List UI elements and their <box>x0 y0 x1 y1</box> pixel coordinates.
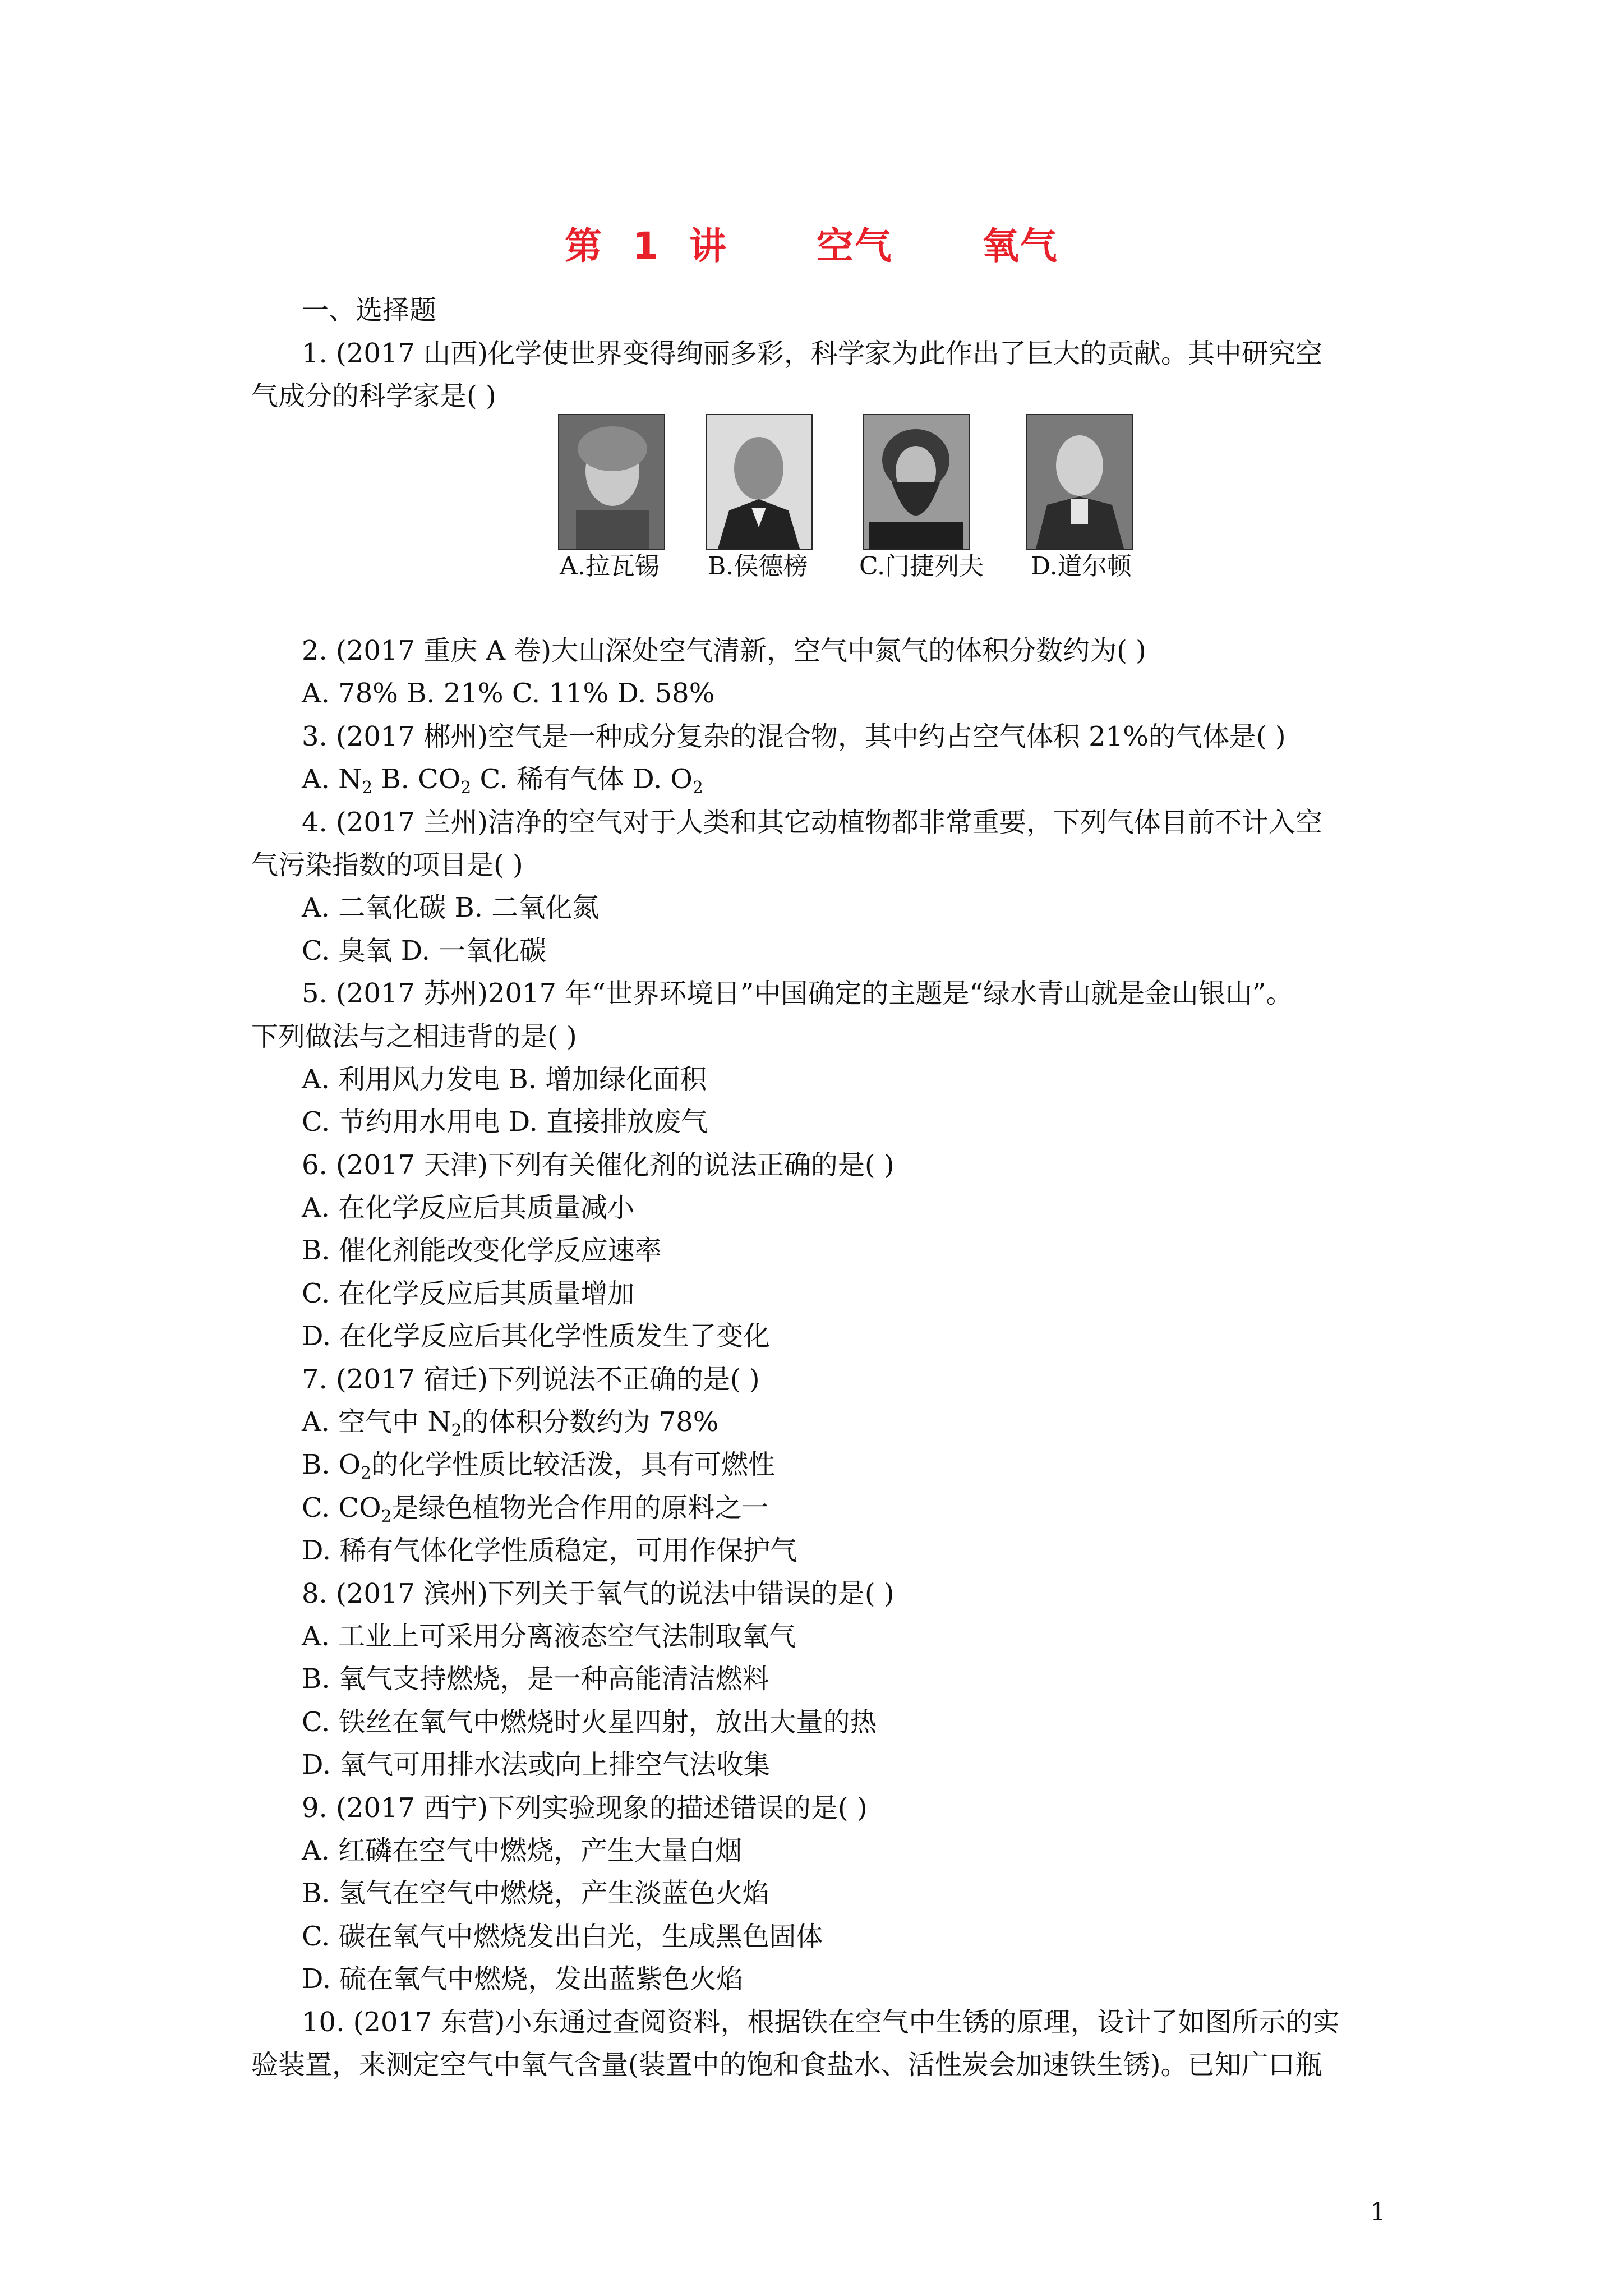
question-9-option-b: B. 氢气在空气中燃烧，产生淡蓝色火焰 <box>302 1878 769 1909</box>
question-7-option-b: B. $O_2$的化学性质比较活泼，具有可燃性 <box>302 1449 776 1483</box>
portrait-caption-b: B.侯德榜 <box>708 552 808 581</box>
portrait-image-d <box>1026 414 1133 550</box>
question-3-stem: 3. (2017 郴州)空气是一种成分复杂的混合物，其中约占空气体积 21%的气体是( ) <box>302 721 1286 752</box>
portrait-caption-a: A.拉瓦锡 <box>560 552 660 581</box>
question-8-stem: 8. (2017 滨州)下列关于氧气的说法中错误的是( ) <box>302 1578 895 1609</box>
question-7-option-d: D. 稀有气体化学性质稳定，可用作保护气 <box>302 1535 797 1566</box>
question-9-option-a: A. 红磷在空气中燃烧，产生大量白烟 <box>302 1835 743 1866</box>
question-8-option-a: A. 工业上可采用分离液态空气法制取氧气 <box>302 1621 796 1652</box>
question-7-option-a: A. 空气中 $N_2$的体积分数约为 78% <box>302 1406 719 1441</box>
question-4-options-cd: C. 臭氧 D. 一氧化碳 <box>302 935 547 967</box>
portrait-image-b <box>706 414 813 550</box>
question-5-stem-cont: 下列做法与之相违背的是( ) <box>251 1021 577 1052</box>
question-8-option-d: D. 氧气可用排水法或向上排空气法收集 <box>302 1749 771 1780</box>
question-6-option-b: B. 催化剂能改变化学反应速率 <box>302 1235 662 1266</box>
portrait-image-a <box>558 414 665 550</box>
question-6-stem: 6. (2017 天津)下列有关催化剂的说法正确的是( ) <box>302 1149 895 1181</box>
page-title: 第 1 讲 空气 氧气 <box>565 224 1058 268</box>
question-5-stem: 5. (2017 苏州)2017 年“世界环境日”中国确定的主题是“绿水青山就是金山银山”。 <box>302 978 1293 1009</box>
question-4-stem-cont: 气污染指数的项目是( ) <box>251 849 523 881</box>
question-8-option-b: B. 氧气支持燃烧，是一种高能清洁燃料 <box>302 1663 769 1695</box>
question-5-options-cd: C. 节约用水用电 D. 直接排放废气 <box>302 1106 708 1138</box>
question-7-option-c: C. $CO_2$是绿色植物光合作用的原料之一 <box>302 1492 769 1526</box>
question-4-options-ab: A. 二氧化碳 B. 二氧化氮 <box>302 892 600 923</box>
page-number: 1 <box>1370 2198 1386 2226</box>
question-6-option-c: C. 在化学反应后其质量增加 <box>302 1278 635 1309</box>
question-10-stem-cont: 验装置，来测定空气中氧气含量(装置中的饱和食盐水、活性炭会加速铁生锈)。已知广口瓶 <box>251 2049 1322 2081</box>
question-10-stem: 10. (2017 东营)小东通过查阅资料，根据铁在空气中生锈的原理，设计了如图所示的实 <box>302 2007 1340 2038</box>
section-heading: 一、选择题 <box>302 295 437 326</box>
question-4-stem: 4. (2017 兰州)洁净的空气对于人类和其它动植物都非常重要，下列气体目前不计入空 <box>302 807 1322 838</box>
portrait-image-c <box>863 414 970 550</box>
question-2-options: A. 78% B. 21% C. 11% D. 58% <box>302 678 715 709</box>
question-7-stem: 7. (2017 宿迁)下列说法不正确的是( ) <box>302 1364 760 1395</box>
question-2-stem: 2. (2017 重庆 A 卷)大山深处空气清新，空气中氮气的体积分数约为( ) <box>302 635 1146 666</box>
question-6-option-d: D. 在化学反应后其化学性质发生了变化 <box>302 1320 771 1352</box>
question-6-option-a: A. 在化学反应后其质量减小 <box>302 1192 635 1223</box>
portrait-caption-d: D.道尔顿 <box>1031 552 1132 581</box>
question-5-options-ab: A. 利用风力发电 B. 增加绿化面积 <box>302 1064 707 1095</box>
question-9-option-d: D. 硫在氧气中燃烧，发出蓝紫色火焰 <box>302 1963 744 1995</box>
question-9-stem: 9. (2017 西宁)下列实验现象的描述错误的是( ) <box>302 1792 868 1824</box>
question-8-option-c: C. 铁丝在氧气中燃烧时火星四射，放出大量的热 <box>302 1706 877 1738</box>
question-3-options: A. $N_2$ B. $CO_2$ C. 稀有气体 D. $O_2$ <box>302 763 703 798</box>
portrait-caption-c: C.门捷列夫 <box>859 552 984 581</box>
question-1-stem-cont: 气成分的科学家是( ) <box>251 380 496 412</box>
question-9-option-c: C. 碳在氧气中燃烧发出白光，生成黑色固体 <box>302 1921 823 1952</box>
question-1-stem: 1. (2017 山西)化学使世界变得绚丽多彩，科学家为此作出了巨大的贡献。其中研究空 <box>302 338 1322 369</box>
